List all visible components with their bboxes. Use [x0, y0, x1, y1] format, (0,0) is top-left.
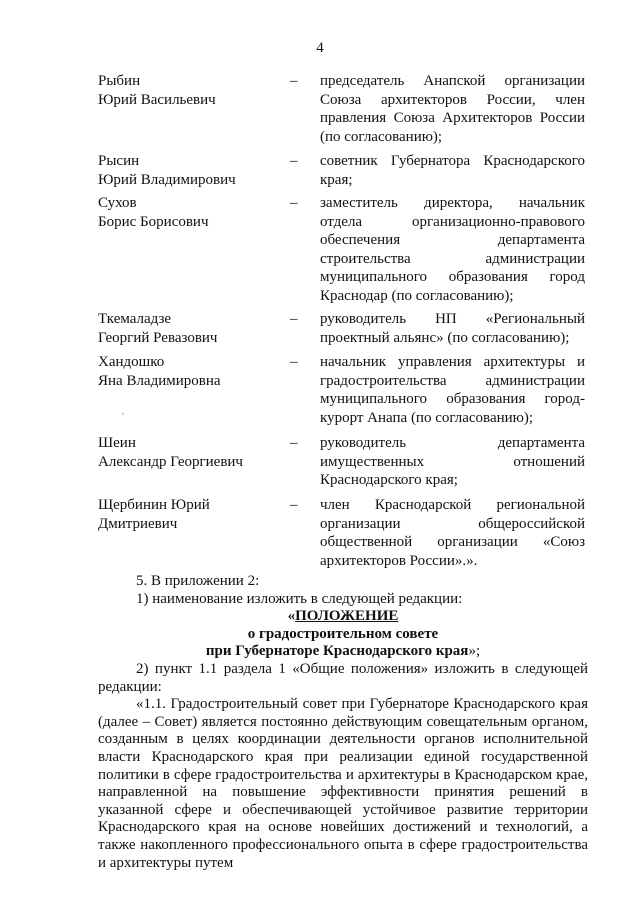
member-role: член Краснодарской региональной организации общероссийской общественной организации «Союз архитекторов России».». [320, 497, 585, 569]
member-surname: Рысин [98, 153, 140, 169]
member-name [98, 72, 283, 109]
member-role: председатель Анапской организации Союза архитекторов России, член правления Союза Архитекторов России (по согласованию); [320, 73, 585, 145]
member-role: руководитель департамента имущественных отношений Краснодарского края; [320, 435, 585, 489]
member-given-names: Александр Георгиевич [98, 453, 243, 470]
dash: – [290, 73, 298, 89]
member-name [98, 152, 283, 189]
stray-mark: ' [122, 412, 124, 423]
dash: – [290, 354, 298, 370]
member-surname: Хандошко [98, 354, 165, 370]
page-number: 4 [316, 40, 324, 56]
dash: – [290, 195, 298, 211]
member-role: руководитель НП «Региональный проектный альянс» (по согласованию); [320, 311, 585, 346]
member-role: начальник управления архитектуры и градостроительства администрации муниципального образования город-курорт Анапа (по согласованию); [320, 354, 585, 426]
open-quote: « [287, 608, 296, 625]
title-line-3-bold: при Губернаторе Краснодарского края [205, 643, 469, 660]
member-surname: Сухов [98, 195, 137, 211]
member-given-names: Дмитриевич [98, 515, 178, 532]
dash: – [290, 153, 298, 169]
dash: – [290, 311, 298, 327]
item-5: 5. В приложении 2: [136, 573, 260, 589]
title-line-2: о градостроительном совете [247, 625, 439, 642]
member-given-names: Георгий Ревазович [98, 329, 218, 346]
member-name [98, 310, 283, 347]
member-given-names: Юрий Васильевич [98, 91, 216, 108]
member-surname: Шеин [98, 435, 136, 451]
item-2: 2) пункт 1.1 раздела 1 «Общие положения» изложить в следующей редакции: [98, 660, 588, 695]
member-role: заместитель директора, начальник отдела организационно-правового обеспечения департамента строительства администрации муниципального образования город Краснодар (по согласованию); [320, 195, 585, 304]
member-name [98, 353, 283, 390]
title-word: ПОЛОЖЕНИЕ [295, 608, 399, 625]
title-line-3 [98, 643, 588, 661]
dash: – [290, 497, 298, 513]
member-surname: Ткемаладзе [98, 311, 172, 327]
document-title [98, 608, 588, 626]
member-surname: Щербинин Юрий [98, 497, 210, 513]
member-given-names: Яна Владимировна [98, 372, 221, 389]
dash: – [290, 435, 298, 451]
clause-1-1: «1.1. Градостроительный совет при Губернаторе Краснодарского края (далее – Совет) является постоянно действующим совещательным органом, созданным в целях координации деятельности органов исполнительной власти Краснодарского края при реализации единой государственной политики в сфере градостроительства и архитектуры в Краснодарском крае, направленной на повышение эффективности принятия решений в указанной сфере и обеспечивающей устойчивое развитие территории Краснодарского края на основе новейших достижений и технологий, а также накопленного профессионального опыта в сфере градостроительства и архитектуры путем [98, 696, 588, 871]
member-surname: Рыбин [98, 73, 141, 89]
main-text [98, 573, 588, 872]
member-role: советник Губернатора Краснодарского края; [320, 153, 585, 188]
member-given-names: Борис Борисович [98, 213, 209, 230]
member-given-names: Юрий Владимирович [98, 171, 236, 188]
member-name [98, 434, 283, 471]
member-name [98, 194, 283, 231]
item-1: 1) наименование изложить в следующей редакции: [136, 590, 463, 607]
title-line-3-tail: »; [468, 643, 481, 660]
member-name [98, 496, 283, 533]
